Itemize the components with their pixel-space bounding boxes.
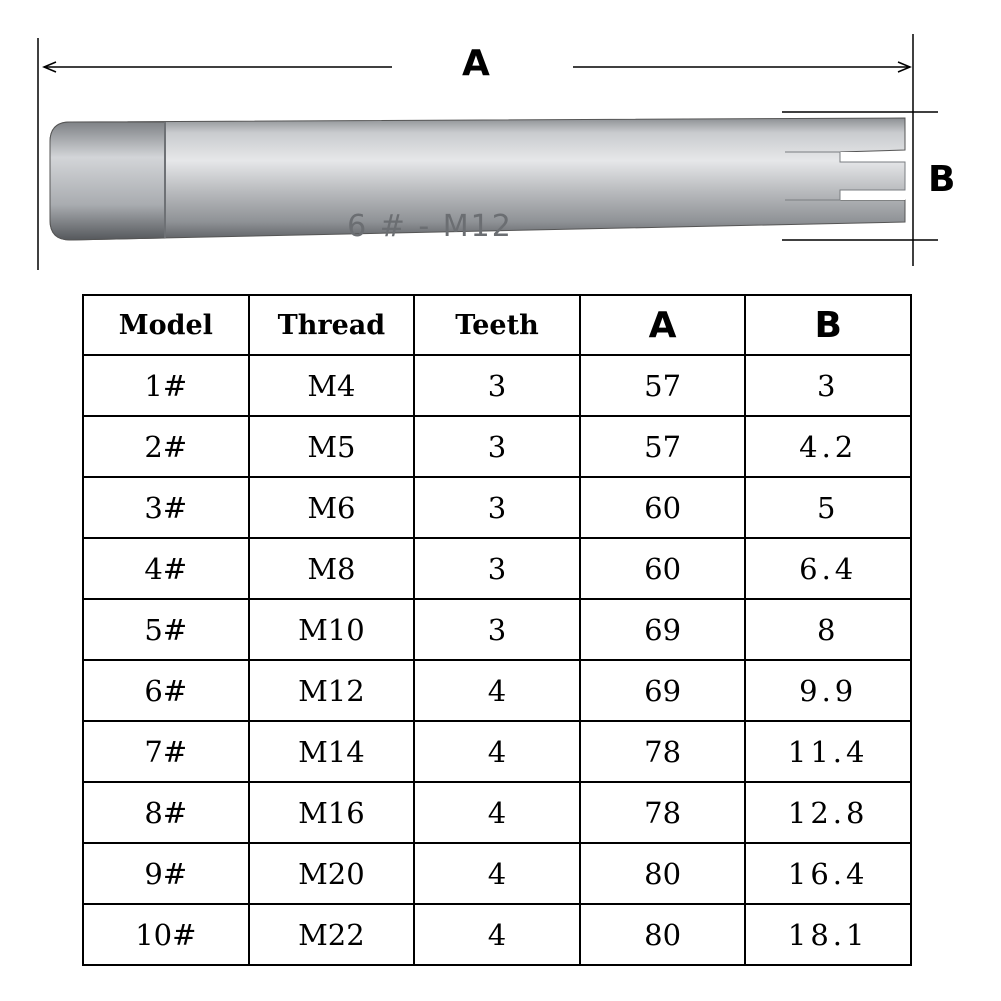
cell-b: 16.4 [745,843,911,904]
cell-thread: M12 [249,660,415,721]
cell-model: 8# [83,782,249,843]
table-header-row [83,295,911,355]
header-a: A [580,295,746,355]
cell-thread: M4 [249,355,415,416]
dimension-a-label: A [462,43,490,84]
header-thread: Thread [249,295,415,355]
cell-thread: M20 [249,843,415,904]
cell-b: 3 [745,355,911,416]
table-row [83,721,911,782]
cell-model: 10# [83,904,249,965]
header-teeth: Teeth [414,295,580,355]
cell-model: 3# [83,477,249,538]
cell-model: 1# [83,355,249,416]
tool-diagram [0,0,1001,290]
spec-table [82,294,912,966]
table-row [83,843,911,904]
table-row [83,782,911,843]
header-b: B [745,295,911,355]
table-row [83,477,911,538]
table-row [83,416,911,477]
cell-b: 6.4 [745,538,911,599]
cell-teeth: 4 [414,660,580,721]
cell-teeth: 3 [414,538,580,599]
cell-teeth: 4 [414,782,580,843]
cell-thread: M8 [249,538,415,599]
cell-model: 5# [83,599,249,660]
header-model: Model [83,295,249,355]
cell-a: 78 [580,782,746,843]
tool-engraving: 6 # - M12 [347,209,513,244]
table-row [83,660,911,721]
cell-a: 80 [580,904,746,965]
cell-model: 9# [83,843,249,904]
table-row [83,538,911,599]
cell-model: 4# [83,538,249,599]
table-row [83,599,911,660]
cell-b: 4.2 [745,416,911,477]
cell-b: 18.1 [745,904,911,965]
cell-thread: M5 [249,416,415,477]
cell-b: 8 [745,599,911,660]
cell-a: 69 [580,660,746,721]
cell-a: 60 [580,477,746,538]
cell-a: 78 [580,721,746,782]
cell-thread: M10 [249,599,415,660]
cell-teeth: 3 [414,355,580,416]
cell-thread: M16 [249,782,415,843]
cell-b: 11.4 [745,721,911,782]
cell-b: 5 [745,477,911,538]
cell-a: 57 [580,416,746,477]
cell-teeth: 3 [414,477,580,538]
cell-model: 6# [83,660,249,721]
table-row [83,904,911,965]
cell-model: 2# [83,416,249,477]
cell-b: 12.8 [745,782,911,843]
cell-teeth: 4 [414,843,580,904]
cell-a: 69 [580,599,746,660]
table-row [83,355,911,416]
cell-thread: M22 [249,904,415,965]
cell-teeth: 3 [414,416,580,477]
cell-teeth: 4 [414,721,580,782]
cell-thread: M6 [249,477,415,538]
cell-a: 80 [580,843,746,904]
cell-a: 60 [580,538,746,599]
cell-teeth: 3 [414,599,580,660]
cell-teeth: 4 [414,904,580,965]
dimension-b-label: B [928,159,956,200]
cell-thread: M14 [249,721,415,782]
cell-b: 9.9 [745,660,911,721]
cell-model: 7# [83,721,249,782]
cell-a: 57 [580,355,746,416]
